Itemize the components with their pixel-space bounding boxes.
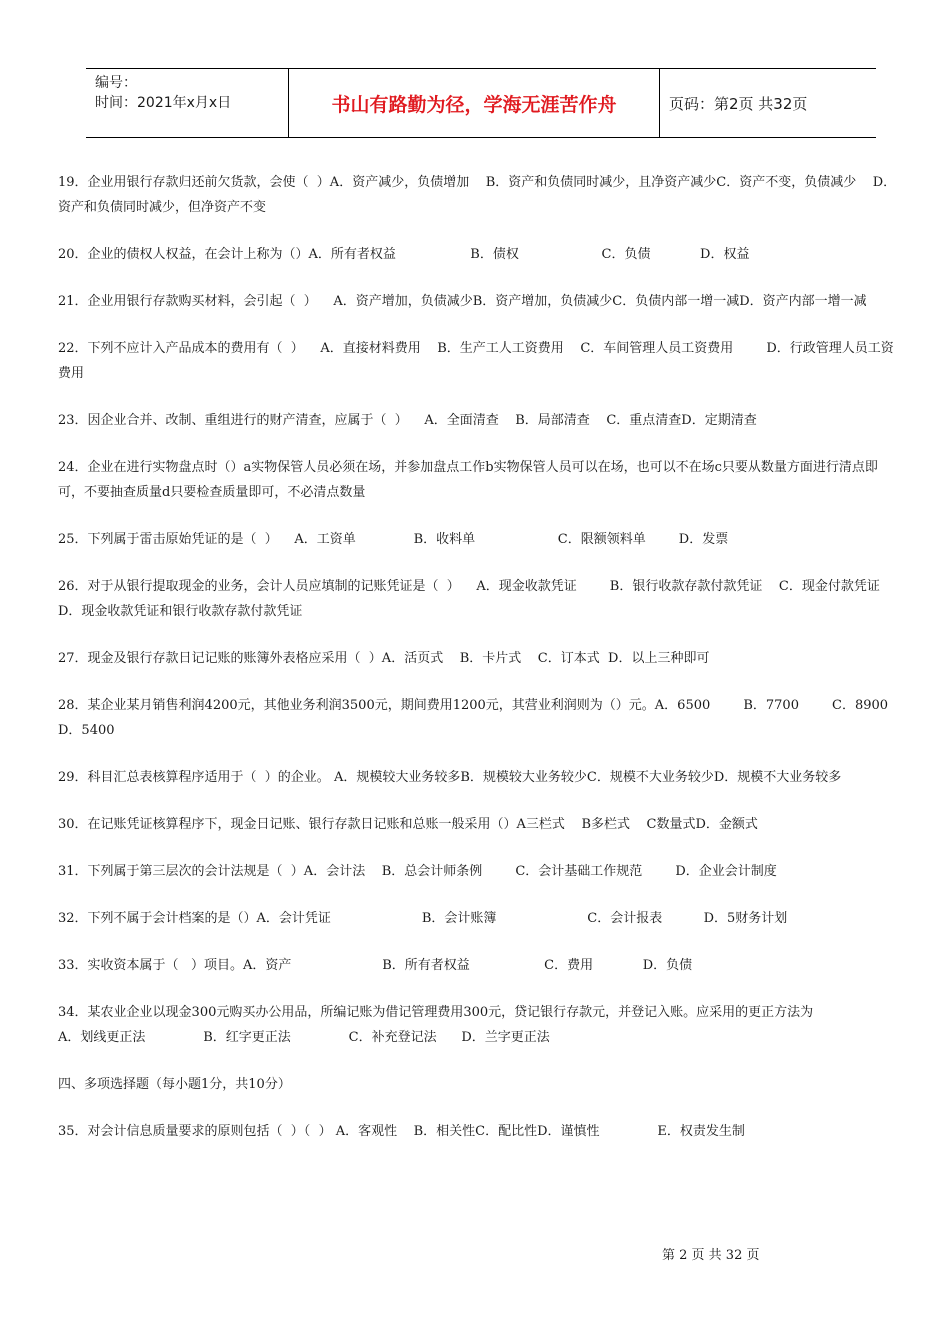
- document-time: 时间：2021年x月x日: [95, 95, 232, 111]
- question-25: 25．下列属于雷击原始凭证的是（ ） A．工资单 B．收料单 C．限额领料单 D．发票: [58, 532, 729, 547]
- header-motto: 书山有路勤为径，学海无涯苦作舟: [288, 69, 660, 137]
- question-29: 29．科目汇总表核算程序适用于（ ）的企业。 A．规模较大业务较多B．规模较大业务较少C．规模不大业务较少D．规模不大业务较多: [58, 770, 842, 785]
- question-28: 28．某企业某月销售利润4200元，其他业务利润3500元，期间费用1200元，其营业利润则为（）元。A．6500 B．7700 C．8900 D．5400: [58, 698, 905, 738]
- document-number-label: 编号：: [95, 75, 137, 91]
- question-35: 35．对会计信息质量要求的原则包括（ ）（ ） A．客观性 B．相关性C．配比性D．谨慎性 E．权责发生制: [58, 1124, 745, 1139]
- question-list: [58, 170, 903, 1166]
- question-24: 24．企业在进行实物盘点时（）a实物保管人员必须在场，并参加盘点工作b实物保管人员可以在场，也可以不在场c只要从数量方面进行清点即可，不要抽查质量d只要检查质量即可，不必清点数量: [58, 460, 878, 500]
- page-footer: 第 2 页 共 32 页: [662, 1248, 760, 1263]
- question-26: 26．对于从银行提取现金的业务，会计人员应填制的记账凭证是（ ） A．现金收款凭证 B．银行收款存款付款凭证 C．现金付款凭证 D．现金收款凭证和银行收款存款付款凭证: [58, 579, 905, 619]
- question-23: 23．因企业合并、改制、重组进行的财产清查，应属于（ ） A．全面清查 B．局部清查 C．重点清查D．定期清查: [58, 413, 757, 428]
- question-30: 30．在记账凭证核算程序下，现金日记账、银行存款日记账和总账一般采用（）A三栏式 B多栏式 C数量式D．金额式: [58, 817, 758, 832]
- question-19: 19．企业用银行存款归还前欠货款，会使（ ）A．资产减少，负债增加 B．资产和负债同时减少，且净资产减少C．资产不变，负债减少 D．资产和负债同时减少，但净资产不变: [58, 175, 897, 215]
- question-32: 32．下列不属于会计档案的是（）A．会计凭证 B．会计账簿 C．会计报表 D．5财务计划: [58, 911, 788, 926]
- section-heading-multiple-choice: 四、多项选择题（每小题1分，共10分）: [58, 1077, 291, 1092]
- question-34: 34．某农业企业以现金300元购买办公用品，所编记账为借记管理费用300元，贷记银行存款元，并登记入账。应采用的更正方法为 A．划线更正法 B．红字更正法 C．补充登记法 D．兰字更正法: [58, 1005, 888, 1045]
- header-page-info: 页码：第2页 共32页: [669, 94, 808, 113]
- page-header: [86, 68, 876, 138]
- document-meta: [86, 69, 288, 137]
- question-21: 21．企业用银行存款购买材料，会引起（ ） A．资产增加，负债减少B．资产增加，负债减少C．负债内部一增一减D．资产内部一增一减: [58, 294, 867, 309]
- question-22: 22．下列不应计入产品成本的费用有（ ） A．直接材料费用 B．生产工人工资费用 C．车间管理人员工资费用 D．行政管理人员工资费用: [58, 341, 894, 381]
- question-20: 20．企业的债权人权益，在会计上称为（）A．所有者权益 B．债权 C．负债 D．权益: [58, 247, 750, 262]
- question-33: 33．实收资本属于（ ）项目。A．资产 B．所有者权益 C．费用 D．负债: [58, 958, 693, 973]
- question-27: 27．现金及银行存款日记记账的账簿外表格应采用（ ）A．活页式 B．卡片式 C．订本式 D．以上三种即可: [58, 651, 710, 666]
- question-31: 31．下列属于第三层次的会计法规是（ ）A．会计法 B．总会计师条例 C．会计基础工作规范 D．企业会计制度: [58, 864, 777, 879]
